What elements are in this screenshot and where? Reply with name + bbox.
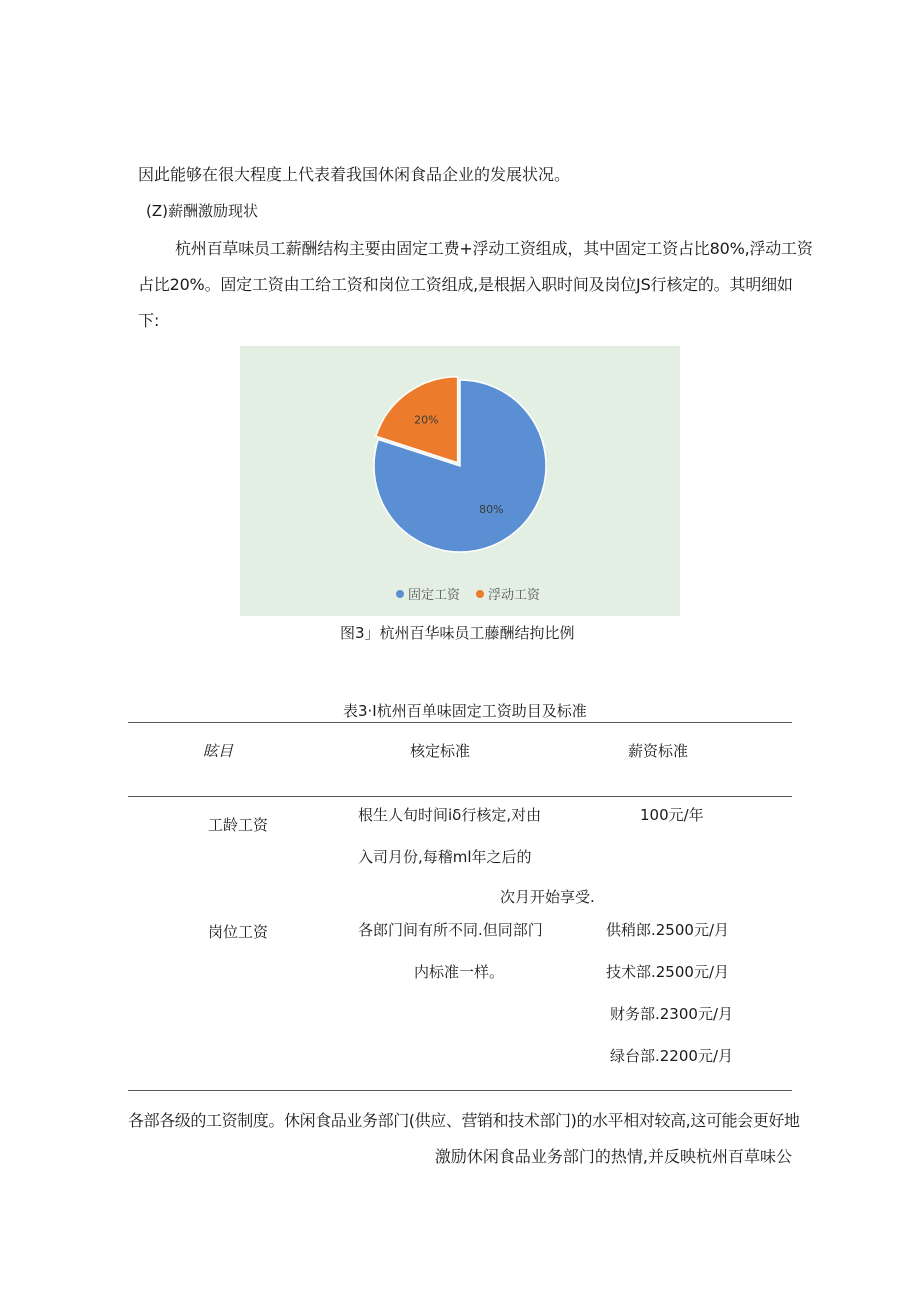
pie-chart (240, 346, 680, 616)
paragraph-line: 激励休闲食品业务部门的热情,并反映杭州百草味公 (434, 1147, 792, 1166)
table-cell-salary: 技术部.2500元/月 (606, 963, 729, 981)
table-cell-rule: 各郎门间有所不同.但同部门 (358, 921, 543, 939)
table-cell-rule: 次月开始享受. (500, 888, 595, 906)
table-cell-item: 岗位工资 (208, 923, 269, 941)
legend-label: 固定工资 (408, 588, 461, 603)
table-cell-salary: 绿台部.2200元/月 (610, 1047, 733, 1065)
paragraph-line: 杭州百草味员工薪酬结构主要由固定工费+浮动工资组成，其中固定工资占比80%,浮动工资 (175, 239, 813, 258)
pie-data-label: 20% (414, 413, 439, 427)
table-header-salary: 薪资标准 (628, 742, 689, 760)
legend-label: 浮动工资 (488, 588, 541, 603)
paragraph-line: 各部各级的工资制度。休闲食品业务部门(供应、营销和技术部门)的水平相对较高,这可能会更好地 (128, 1111, 800, 1130)
paragraph-line: 下: (138, 311, 160, 330)
table-cell-item: 工龄工资 (208, 816, 269, 834)
section-heading: (Z)薪酬激励现状 (146, 202, 258, 220)
figure-caption: 图3」杭州百华味员工藤酬结拘比例 (340, 624, 575, 642)
table-cell-rule: 内标准一样。 (414, 963, 505, 981)
table-bottom-rule (128, 1090, 792, 1091)
pie-chart-svg (240, 346, 680, 616)
paragraph-line: 因此能够在很大程度上代表着我国休闲食品企业的发展状况。 (138, 165, 571, 184)
table-cell-salary: 供稍郎.2500元/月 (606, 921, 729, 939)
table-cell-rule: 根生人旬时间iδ行核定,对由 (358, 806, 542, 824)
table-cell-salary: 100元/年 (640, 806, 704, 824)
table-header-rule: 核定标准 (410, 742, 471, 760)
legend-swatch (476, 590, 484, 598)
table-header-rule-line (128, 796, 792, 797)
table-top-rule (128, 722, 792, 723)
paragraph-line: 占比20%。固定工资由工给工资和岗位工资组成,是根据入职时间及岗位JS行核定的。其明细如 (138, 275, 793, 294)
table-cell-salary: 财务部.2300元/月 (610, 1005, 733, 1023)
table-caption: 表3·I杭州百单味固定工资助目及标准 (343, 702, 587, 720)
table-cell-rule: 入司月份,每稽ml年之后的 (358, 848, 532, 866)
pie-data-label: 80% (479, 503, 504, 517)
legend-swatch (396, 590, 404, 598)
table-header-item: 眩目 (203, 742, 234, 760)
